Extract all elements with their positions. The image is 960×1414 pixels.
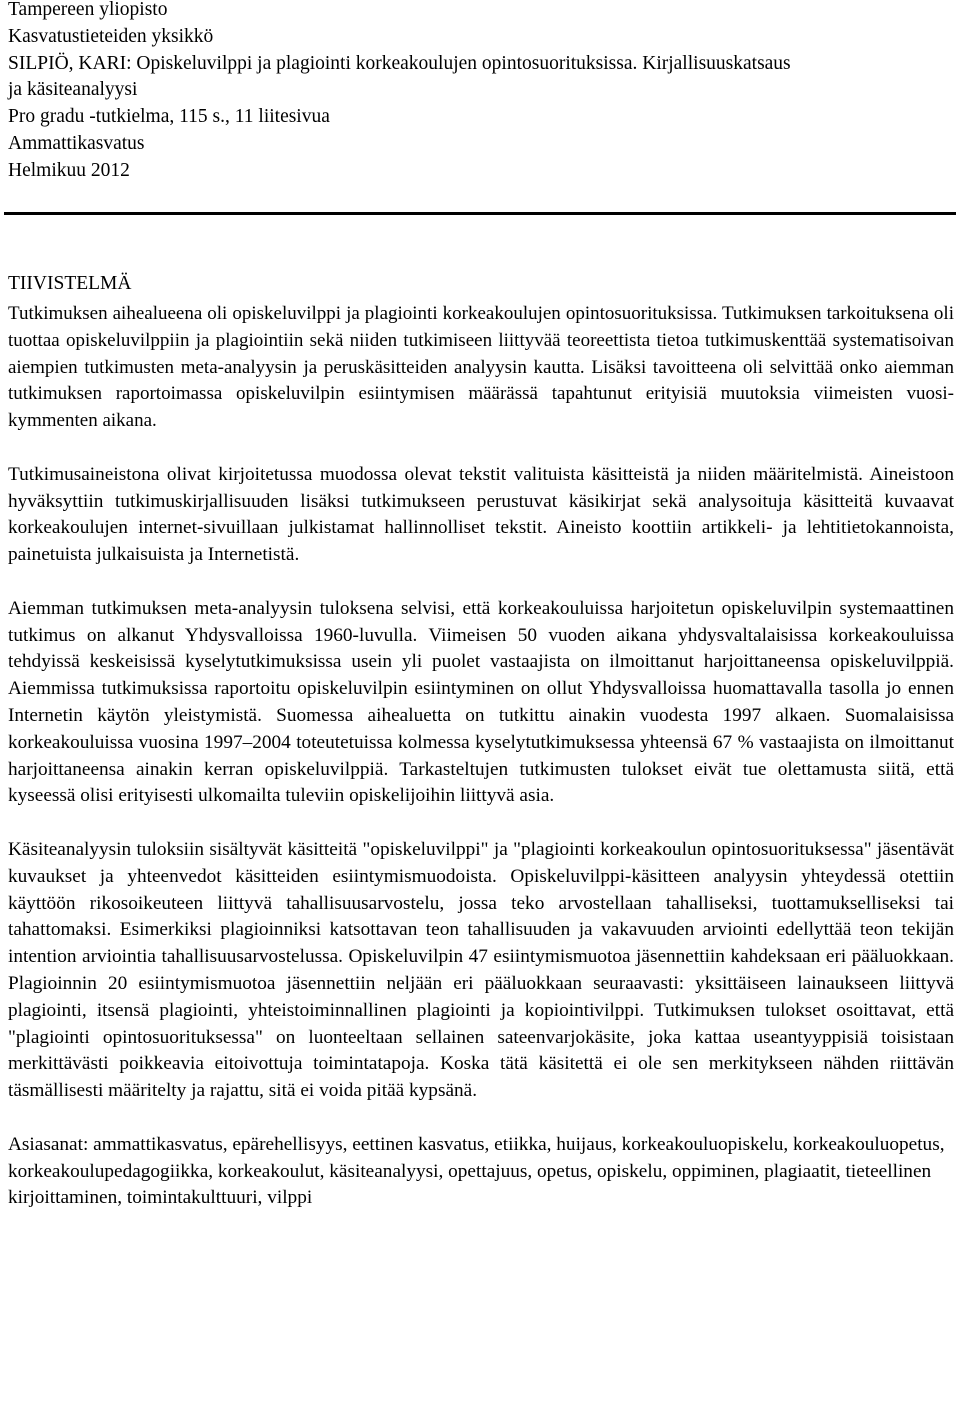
university-name: Tampereen yliopisto	[8, 0, 168, 20]
thesis-title-line-2: ja käsiteanalyysi	[8, 79, 138, 101]
abstract-body	[8, 301, 954, 1212]
abstract-heading: TIIVISTELMÄ	[8, 273, 132, 294]
subject: Ammattikasvatus	[8, 132, 145, 154]
thesis-header	[8, 0, 954, 185]
keywords: Asiasanat: ammattikasvatus, epärehellisyys, eettinen kasvatus, etiikka, huijaus, korkeakouluopiskelu, korkeakouluopetus, korkeakoulupedagogiikka, korkeakoulut, käsiteanalyysi, opettajuus, opetus, opiskelu, oppiminen, plagiaatit, tieteellinen kirjoittaminen, toimintakulttuuri, vilppi	[8, 1133, 945, 1209]
abstract-paragraph: Tutkimuksen aihealueena oli opiskeluvilppi ja plagiointi korkeakoulujen opintosuorituksissa. Tutkimuksen tarkoituksena oli tuottaa opiskeluvilppiin ja plagiointiin sekä niiden tutkimiseen liittyvää teoreettista tietoa tutkimuskenttää systematisoivan aiempien tutkimusten meta-analyysin ja peruskäsitteiden analyysin kautta. Lisäksi tavoitteena oli selvittää onko aiemman tutkimuksen raportoimassa opiskeluvilpin esiintymisen määrässä tapahtunut erityisiä muutoksia viimeisten vuosikymmenten aikana.	[8, 303, 954, 432]
unit-name: Kasvatustieteiden yksikkö	[8, 25, 214, 47]
thesis-title-line-1: SILPIÖ, KARI: Opiskeluvilppi ja plagiointi korkeakoulujen opintosuorituksissa. Kirjallisuuskatsaus	[8, 52, 791, 74]
thesis-type: Pro gradu -tutkielma, 115 s., 11 liitesivua	[8, 106, 330, 128]
abstract-paragraph: Käsiteanalyysin tuloksiin sisältyvät käsitteitä "opiskeluvilppi" ja "plagiointi korkeakoulun opintosuorituksessa" jäsentävät kuvaukset ja yhteenvedot käsitteiden esiintymismuodoista. Opiskeluvilppi-käsitteen analyysin yhteydessä otettiin käyttöön rikosoikeuteen liittyvä tahallisuusarvostelu, jossa teko arvostellaan tahalliseksi, tuottamukselliseksi tai tahattomaksi. Esimerkiksi plagioinniksi katsottavan teon tahallisuuden ja vakavuuden arviointi edellyttää teon tekijän intention arviointia tahallisuusarvostelussa. Opiskeluvilpin 47 esiintymismuotoa jäsennettiin kahdeksaan eri pääluokkaan. Plagioinnin 20 esiintymismuotoa jäsennettiin neljään eri pääluokkaan seuraavasti: yksittäiseen lainaukseen liittyvä plagiointi, itsensä plagiointi, yhteistoiminnallinen plagiointi ja kopiointivilppi. Tutkimuksen tulokset osoittavat, että "plagiointi opintosuorituksessa" on luonteeltaan sellainen sateenvarjokäsite, joka kattaa useantyyppisiä toisistaan merkittävästi poikkeavia eitoivottuja toimintatapoja. Koska tätä käsitettä ei ole sen merkitykseen nähden riittävän täsmällisesti määritelty ja rajattu, sitä ei voida pitää kypsänä.	[8, 838, 954, 1102]
abstract-paragraph: Tutkimusaineistona olivat kirjoitetussa muodossa olevat tekstit valituista käsitteistä ja niiden määritelmistä. Aineistoon hyväksyttiin tutkimuskirjallisuuden lisäksi tutkimukseen perustuvat käsikirjat sekä analysoituja käsitteitä kuvaavat korkeakoulujen internet-sivuillaan julkistamat hallinnolliset tekstit. Aineisto koottiin artikkeli- ja lehtitietokannoista, painetuista julkaisuista ja Internetistä.	[8, 463, 954, 566]
header-divider	[4, 212, 956, 215]
document-page	[8, 0, 954, 185]
abstract-paragraph: Aiemman tutkimuksen meta-analyysin tuloksena selvisi, että korkeakouluissa harjoitetun opiskeluvilpin systemaattinen tutkimus on alkanut Yhdysvalloissa 1960-luvulla. Viimeisen 50 vuoden aikana yhdysvaltalaisissa korkeakouluissa tehdyissä keskeisissä kyselytutkimuksissa usein yli puolet vastaajista on ilmoittanut harjoittaneensa opiskeluvilppiä. Aiemmissa tutkimuksissa raportoitu opiskeluvilpin esiintyminen on ollut Yhdysvalloissa huomattavalla tasolla jo ennen Internetin käytön yleistymistä. Suomessa aihealuetta on tutkittu ainakin vuodesta 1997 alkaen. Suomalaisissa korkeakouluissa vuosina 1997–2004 toteutetuissa kolmessa kyselytutkimuksessa yhteensä 67 % vastaajista on ilmoittanut harjoittaneensa ainakin kerran opiskeluvilppiä. Tarkasteltujen tutkimusten tulokset eivät tue olettamusta siitä, että kyseessä olisi erityisesti ulkomailta tuleviin opiskelijoihin liittyvä asia.	[8, 597, 954, 807]
date: Helmikuu 2012	[8, 159, 130, 181]
